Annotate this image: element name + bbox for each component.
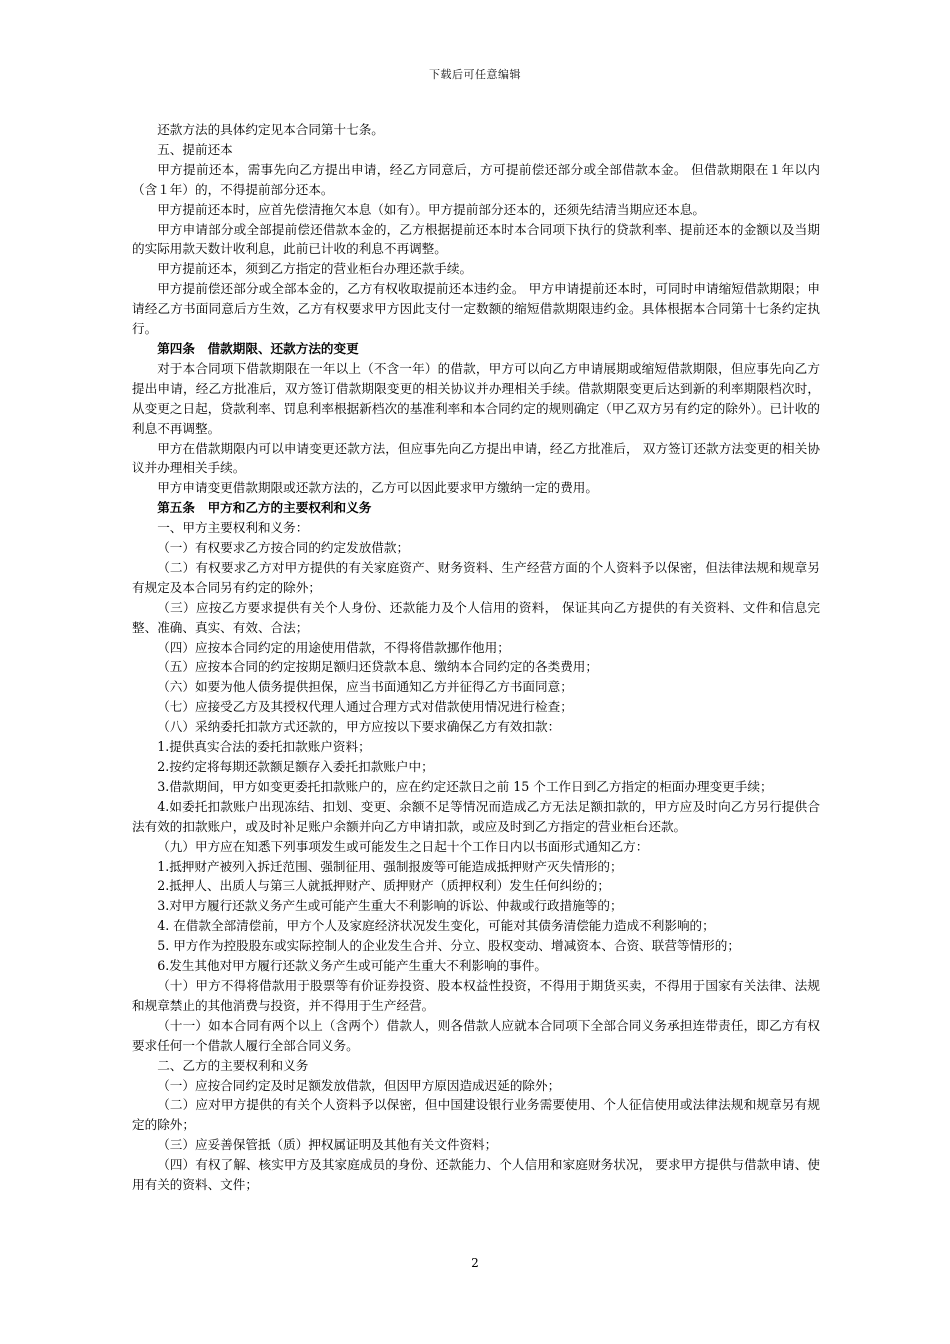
paragraph: 甲方提前还本，须到乙方指定的营业柜台办理还款手续。 xyxy=(157,261,473,277)
paragraph: （四）应按本合同约定的用途使用借款，不得将借款挪作他用； xyxy=(157,639,510,655)
paragraph: （三）应按乙方要求提供有关个人身份、还款能力及个人信用的资料， 保证其向乙方提供的有关资料、文件和信息完整、准确、真实、有效、合法； xyxy=(132,599,820,635)
paragraph: 6.发生其他对甲方履行还款义务产生或可能产生重大不利影响的事件。 xyxy=(157,958,548,974)
paragraph: 甲方申请变更借款期限或还款方法的，乙方可以因此要求甲方缴纳一定的费用。 xyxy=(157,480,598,496)
article-heading: 第五条 甲方和乙方的主要权利和义务 xyxy=(157,500,372,516)
paragraph: 3.对甲方履行还款义务产生或可能产生重大不利影响的诉讼、仲裁或行政措施等的； xyxy=(157,898,623,914)
paragraph: （三）应妥善保管抵（质）押权属证明及其他有关文件资料； xyxy=(157,1137,498,1153)
paragraph: （二）有权要求乙方对甲方提供的有关家庭资产、财务资料、生产经营方面的个人资料予以保密，但法律法规和规章另有规定及本合同另有约定的除外； xyxy=(132,559,820,595)
paragraph: 3.借款期间，甲方如变更委托扣款账户的，应在约定还款日之前 15 个工作日到乙方指定的柜面办理变更手续； xyxy=(157,778,773,794)
paragraph: （一）应按合同约定及时足额发放借款，但因甲方原因造成迟延的除外； xyxy=(157,1077,561,1093)
paragraph: （八）采纳委托扣款方式还款的，甲方应按以下要求确保乙方有效扣款： xyxy=(157,719,561,735)
paragraph: 甲方在借款期限内可以申请变更还款方法，但应事先向乙方提出申请，经乙方批准后， 双方签订还款方法变更的相关协议并办理相关手续。 xyxy=(132,440,820,476)
paragraph: （七）应接受乙方及其授权代理人通过合理方式对借款使用情况进行检查； xyxy=(157,699,573,715)
paragraph: 五、提前还本 xyxy=(157,141,233,157)
paragraph: （十一）如本合同有两个以上（含两个）借款人，则各借款人应就本合同项下全部合同义务承担连带责任，即乙方有权要求任何一个借款人履行全部合同义务。 xyxy=(132,1017,820,1053)
paragraph: 2.按约定将每期还款额足额存入委托扣款账户中； xyxy=(157,759,434,774)
paragraph: （十）甲方不得将借款用于股票等有价证券投资、股本权益性投资，不得用于期货买卖，不得用于国家有关法律、法规和规章禁止的其他消费与投资，并不得用于生产经营。 xyxy=(132,977,820,1013)
article-heading: 第四条 借款期限、还款方法的变更 xyxy=(157,340,359,356)
paragraph: 1.抵押财产被列入拆迁范围、强制征用、强制报废等可能造成抵押财产灭失情形的； xyxy=(157,858,623,874)
paragraph: 甲方申请部分或全部提前偿还借款本金的，乙方根据提前还本时本合同项下执行的贷款利率、提前还本的金额以及当期的实际用款天数计收利息，此前已计收的利息不再调整。 xyxy=(132,221,820,257)
paragraph: 甲方提前偿还部分或全部本金的，乙方有权收取提前还本违约金。 甲方申请提前还本时，可同时申请缩短借款期限；申请经乙方书面同意后方生效，乙方有权要求甲方因此支付一定数额的缩短借款期限违约金。具体根据本合同第十七条约定执行。 xyxy=(132,281,820,337)
paragraph: 甲方提前还本，需事先向乙方提出申请，经乙方同意后，方可提前偿还部分或全部借款本金。 但借款期限在１年以内（含１年）的，不得提前部分还本。 xyxy=(132,161,820,197)
paragraph: 甲方提前还本时，应首先偿清拖欠本息（如有）。甲方提前部分还本的，还须先结清当期应还本息。 xyxy=(157,201,706,217)
paragraph: 还款方法的具体约定见本合同第十七条。 xyxy=(157,122,384,137)
paragraph: 一、甲方主要权利和义务： xyxy=(157,520,309,536)
paragraph: （五）应按本合同的约定按期足额归还贷款本息、缴纳本合同约定的各类费用； xyxy=(157,659,598,675)
paragraph: （四）有权了解、核实甲方及其家庭成员的身份、还款能力、个人信用和家庭财务状况， 要求甲方提供与借款申请、使用有关的资料、文件； xyxy=(132,1157,820,1193)
paragraph: 1.提供真实合法的委托扣款账户资料； xyxy=(157,739,371,755)
paragraph: 4.如委托扣款账户出现冻结、扣划、变更、余额不足等情况而造成乙方无法足额扣款的，甲方应及时向乙方另行提供合法有效的扣款账户，或及时补足账户余额并向乙方申请扣款，或应及时到乙方指定的营业柜台还款。 xyxy=(132,798,820,834)
paragraph: 二、乙方的主要权利和义务 xyxy=(157,1057,309,1073)
paragraph: 对于本合同项下借款期限在一年以上（不含一年）的借款，甲方可以向乙方申请展期或缩短借款期限，但应事先向乙方提出申请，经乙方批准后，双方签订借款期限变更的相关协议并办理相关手续。借款期限变更后达到新的利率期限档次时，从变更之日起，贷款利率、罚息利率根据新档次的基准利率和本合同约定的规则确定（甲乙双方另有约定的除外）。已计收的利息不再调整。 xyxy=(132,360,820,436)
document-body xyxy=(132,120,820,1195)
paragraph: （九）甲方应在知悉下列事项发生或可能发生之日起十个工作日内以书面形式通知乙方： xyxy=(157,838,649,854)
page-number: 2 xyxy=(471,1256,479,1270)
paragraph: （二）应对甲方提供的有关个人资料予以保密，但中国建设银行业务需要使用、个人征信使用或法律法规和规章另有规定的除外； xyxy=(132,1097,820,1133)
paragraph: （六）如要为他人债务提供担保，应当书面通知乙方并征得乙方书面同意； xyxy=(157,679,573,695)
paragraph: （一）有权要求乙方按合同的约定发放借款； xyxy=(157,540,410,556)
page-header: 下载后可任意编辑 xyxy=(429,68,521,81)
paragraph: 5. 甲方作为控股股东或实际控制人的企业发生合并、分立、股权变动、增减资本、合资、联营等情形的； xyxy=(157,938,740,954)
paragraph: 2.抵押人、出质人与第三人就抵押财产、质押财产（质押权利）发生任何纠纷的； xyxy=(157,878,610,894)
paragraph: 4. 在借款全部清偿前，甲方个人及家庭经济状况发生变化，可能对其债务清偿能力造成不利影响的； xyxy=(157,918,715,934)
